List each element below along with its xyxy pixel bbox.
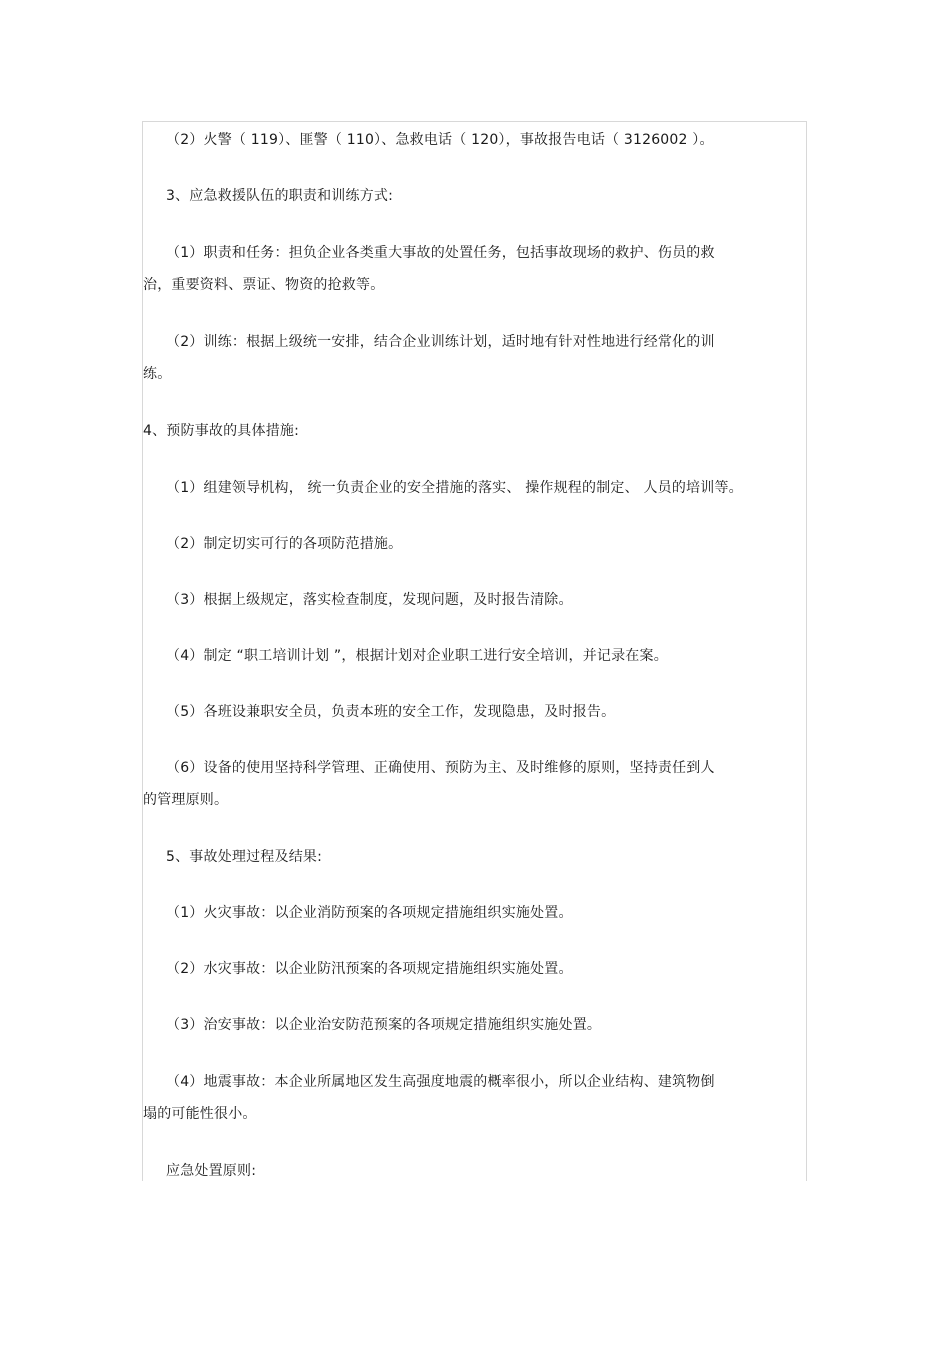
section-3-heading: 3、应急救援队伍的职责和训练方式:	[166, 188, 394, 204]
handling-item-1: （1）火灾事故：以企业消防预案的各项规定措施组织实施处置。	[166, 905, 573, 921]
duty-paragraph-line-1: （1）职责和任务：担负企业各类重大事故的处置任务，包括事故现场的救护、伤员的救	[166, 245, 715, 261]
handling-item-3: （3）治安事故：以企业治安防范预案的各项规定措施组织实施处置。	[166, 1017, 602, 1033]
handling-item-4-line-2: 塌的可能性很小。	[143, 1106, 257, 1122]
measure-item-4: （4）制定 “职工培训计划 ”，根据计划对企业职工进行安全培训，并记录在案。	[166, 648, 668, 664]
handling-item-4-line-1: （4）地震事故：本企业所属地区发生高强度地震的概率很小，所以企业结构、建筑物倒	[166, 1074, 715, 1090]
emergency-phone-line: （2）火警（ 119）、匪警（ 110）、急救电话（ 120），事故报告电话（ 3126002 ）。	[166, 132, 714, 148]
measure-item-2: （2）制定切实可行的各项防范措施。	[166, 536, 403, 552]
duty-paragraph-line-2: 治，重要资料、票证、物资的抢救等。	[143, 277, 385, 293]
measure-item-5: （5）各班设兼职安全员，负责本班的安全工作，发现隐患，及时报告。	[166, 704, 616, 720]
response-principle-heading: 应急处置原则:	[166, 1163, 257, 1179]
measure-item-6-line-2: 的管理原则。	[143, 792, 229, 808]
training-paragraph-line-2: 练。	[143, 366, 172, 382]
training-paragraph-line-1: （2）训练：根据上级统一安排，结合企业训练计划，适时地有针对性地进行经常化的训	[166, 334, 715, 350]
measure-item-6-line-1: （6）设备的使用坚持科学管理、正确使用、预防为主、及时维修的原则，坚持责任到人	[166, 760, 715, 776]
measure-item-3: （3）根据上级规定，落实检查制度，发现问题，及时报告清除。	[166, 592, 573, 608]
handling-item-2: （2）水灾事故：以企业防汛预案的各项规定措施组织实施处置。	[166, 961, 573, 977]
section-4-heading: 4、预防事故的具体措施:	[143, 423, 300, 439]
measure-item-1: （1）组建领导机构， 统一负责企业的安全措施的落实、 操作规程的制定、 人员的培训等。	[166, 480, 743, 496]
section-5-heading: 5、事故处理过程及结果:	[166, 849, 323, 865]
